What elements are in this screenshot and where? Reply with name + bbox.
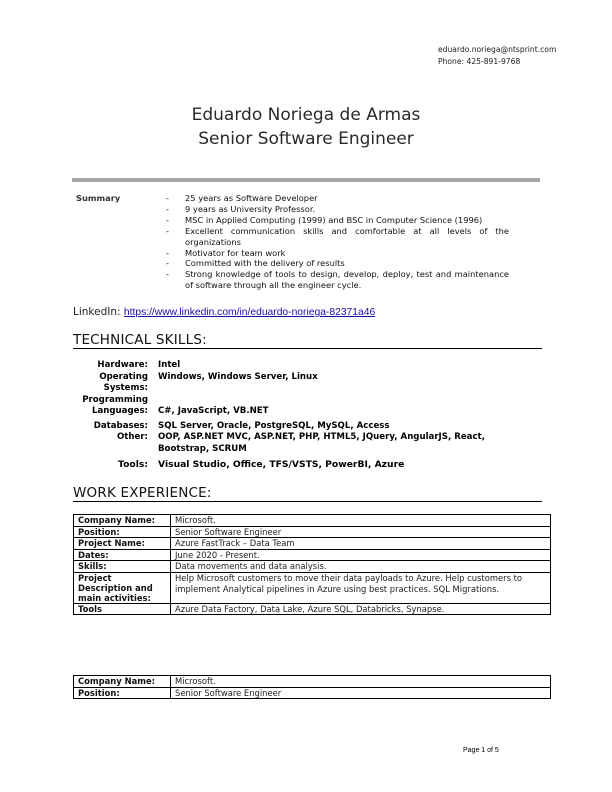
summary-label: Summary xyxy=(76,193,121,203)
row-key: Position: xyxy=(74,687,171,699)
dash-bullet: - xyxy=(166,269,169,280)
summary-item: - MSC in Applied Computing (1999) and BSC in Computer Science (1996) xyxy=(166,214,483,225)
row-value: June 2020 - Present. xyxy=(171,549,551,561)
summary-item: - Committed with the delivery of results xyxy=(166,258,345,269)
skill-row xyxy=(73,459,488,471)
linkedin-line xyxy=(73,306,375,318)
row-key: Position: xyxy=(74,526,171,538)
table-row xyxy=(74,687,551,699)
skill-key: Databases: xyxy=(93,420,148,431)
candidate-title: Senior Software Engineer xyxy=(198,129,414,149)
table-row xyxy=(74,526,551,538)
job-table xyxy=(73,514,551,615)
skills-list xyxy=(73,360,488,471)
skill-key: Operating Systems: xyxy=(99,371,148,393)
table-row xyxy=(74,603,551,615)
table-row xyxy=(74,549,551,561)
skill-row xyxy=(73,432,488,455)
dash-bullet: - xyxy=(166,247,169,258)
row-value: Data movements and data analysis. xyxy=(171,561,551,573)
summary-item: - Motivator for team work xyxy=(166,247,286,258)
header-divider xyxy=(72,178,540,182)
contact-info xyxy=(438,44,556,68)
technical-skills-heading: TECHNICAL SKILLS: xyxy=(73,332,542,349)
skill-row xyxy=(73,395,488,418)
skill-key: Programming Languages: xyxy=(82,394,148,416)
skill-key: Other: xyxy=(116,432,148,442)
page-number: Page 1 of 5 xyxy=(463,747,499,754)
row-key: Company Name: xyxy=(74,515,171,527)
skill-row xyxy=(73,360,488,372)
row-key: Project Name: xyxy=(74,538,171,550)
contact-email[interactable]: eduardo.noriega@ntsprint.com xyxy=(438,45,557,54)
summary-item: - 25 years as Software Developer xyxy=(166,193,318,203)
row-value: Azure Data Factory, Data Lake, Azure SQL, Databricks, Synapse. xyxy=(171,603,551,615)
summary-item: - Strong knowledge of tools to design, develop, deploy, test and maintenance of software through all the engineer cycle. xyxy=(166,269,509,291)
table-row xyxy=(74,572,551,603)
skill-row xyxy=(73,421,488,433)
skill-key: Hardware: xyxy=(97,360,148,370)
summary-list xyxy=(166,193,509,291)
linkedin-link[interactable]: https://www.linkedin.com/in/eduardo-noriega-82371a46 xyxy=(123,307,376,318)
table-row xyxy=(74,515,551,527)
skill-value: C#, JavaScript, VB.NET xyxy=(158,406,269,416)
row-key: Company Name: xyxy=(74,676,171,688)
job-table xyxy=(73,675,551,699)
resume-header xyxy=(0,103,612,151)
skill-row xyxy=(73,372,488,395)
dash-bullet: - xyxy=(166,214,169,225)
work-experience-heading: WORK EXPERIENCE: xyxy=(73,485,542,502)
skill-value: SQL Server, Oracle, PostgreSQL, MySQL, Access xyxy=(158,420,390,431)
skill-value: Windows, Windows Server, Linux xyxy=(158,371,318,382)
row-value: Azure FastTrack – Data Team xyxy=(171,538,551,550)
candidate-name: Eduardo Noriega de Armas xyxy=(191,105,421,125)
skill-key: Tools: xyxy=(118,459,148,470)
skill-value: Visual Studio, Office, TFS/VSTS, PowerBI, Azure xyxy=(158,459,405,470)
row-key: Tools xyxy=(74,603,171,615)
row-key: Dates: xyxy=(74,549,171,561)
summary-item: - Excellent communication skills and comfortable at all levels of the organizations xyxy=(166,225,509,247)
dash-bullet: - xyxy=(166,258,169,269)
dash-bullet: - xyxy=(166,225,169,236)
row-key: Skills: xyxy=(74,561,171,573)
row-key: Project Description and main activities: xyxy=(74,572,171,603)
row-value: Help Microsoft customers to move their data payloads to Azure. Help customers to implement Analytical pipelines in Azure using best practices. SQL Migrations. xyxy=(171,572,551,603)
summary-item: - 9 years as University Professor. xyxy=(166,203,316,214)
row-value: Microsoft. xyxy=(171,676,551,688)
row-value: Microsoft. xyxy=(171,515,551,527)
skill-value: OOP, ASP.NET MVC, ASP.NET, PHP, HTML5, JQuery, AngularJS, React, Bootstrap, SCRUM xyxy=(158,432,485,454)
table-row xyxy=(74,561,551,573)
linkedin-label: LinkedIn: xyxy=(73,306,124,318)
contact-phone: Phone: 425-891-9768 xyxy=(438,57,521,66)
row-value: Senior Software Engineer xyxy=(171,526,551,538)
dash-bullet: - xyxy=(166,193,169,203)
dash-bullet: - xyxy=(166,203,169,214)
skill-value: Intel xyxy=(158,360,181,370)
table-row xyxy=(74,676,551,688)
row-value: Senior Software Engineer xyxy=(171,687,551,699)
table-row xyxy=(74,538,551,550)
